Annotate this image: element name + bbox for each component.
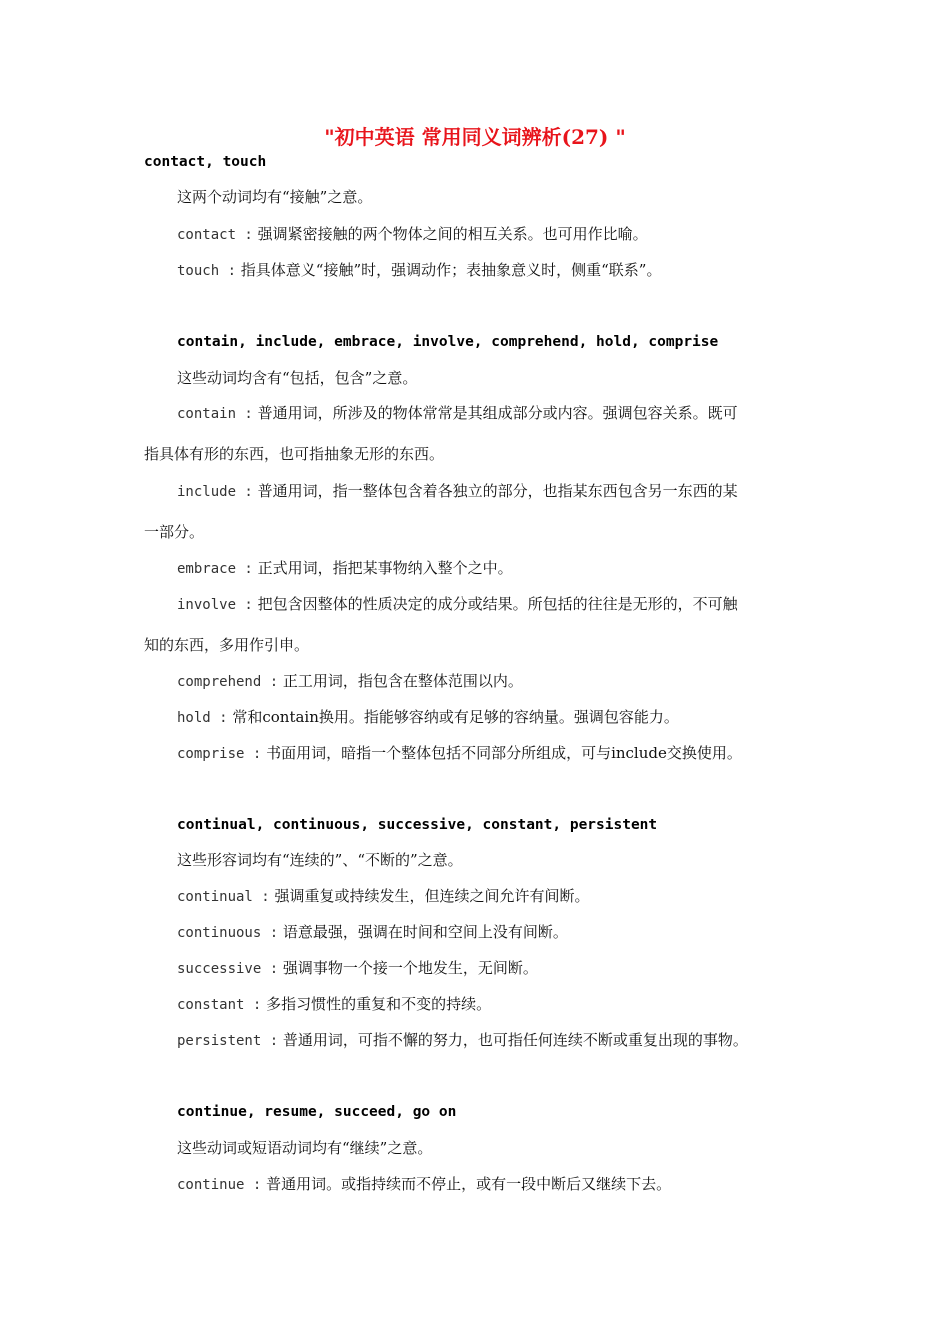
section-heading-continual: continual, continuous, successive, constant, persistent	[177, 817, 658, 833]
definition-text: 强调事物一个接一个地发生，无间断。	[278, 959, 538, 977]
definition-text: 指具体意义“接触”时，强调动作；表抽象意义时，侧重“联系”。	[236, 261, 662, 279]
section-intro: 这些动词均含有“包括，包含”之意。	[177, 369, 418, 387]
definition-continuation: 一部分。	[144, 523, 205, 541]
definition-line	[177, 993, 847, 1016]
term: continue :	[177, 1177, 262, 1193]
definition-line	[177, 1029, 847, 1052]
definition-text: 正式用词，指把某事物纳入整个之中。	[252, 559, 513, 577]
definition-continuation: 知的东西，多用作引申。	[144, 636, 310, 654]
term: include :	[177, 484, 253, 500]
definition-line	[177, 557, 847, 580]
definition-text: 书面用词，暗指一个整体包括不同部分所组成，可与include交换使用。	[261, 744, 742, 762]
term: continuous :	[177, 925, 279, 941]
section-heading-continue: continue, resume, succeed, go on	[177, 1104, 457, 1120]
definition-line	[177, 259, 847, 282]
definition-line	[177, 1173, 847, 1196]
document-title: "初中英语 常用同义词辨析(27) "	[324, 125, 626, 149]
definition-line	[177, 480, 847, 503]
definition-line	[177, 706, 847, 729]
definition-line	[177, 402, 847, 425]
definition-text: 普通用词，所涉及的物体常常是其组成部分或内容。强调包容关系。既可	[252, 404, 738, 422]
definition-text: 普通用词，指一整体包含着各独立的部分，也指某东西包含另一东西的某	[252, 482, 738, 500]
term: successive :	[177, 961, 279, 977]
term: constant :	[177, 997, 262, 1013]
term: continual :	[177, 889, 270, 905]
definition-line	[177, 742, 847, 765]
definition-text: 常和contain换用。指能够容纳或有足够的容纳量。强调包容能力。	[227, 708, 679, 726]
definition-line	[177, 223, 847, 246]
section-heading-contact-touch: contact, touch	[144, 154, 267, 170]
definition-line	[177, 593, 847, 616]
term: comprehend :	[177, 674, 279, 690]
definition-line	[177, 957, 847, 980]
definition-text: 正工用词，指包含在整体范围以内。	[278, 672, 523, 690]
term: persistent :	[177, 1033, 279, 1049]
definition-text: 普通用词，可指不懈的努力，也可指任何连续不断或重复出现的事物。	[278, 1031, 748, 1049]
section-intro: 这两个动词均有“接触”之意。	[177, 188, 373, 206]
section-heading-contain: contain, include, embrace, involve, comprehend, hold, comprise	[177, 334, 719, 350]
term: contact :	[177, 227, 253, 243]
section-intro: 这些动词或短语动词均有“继续”之意。	[177, 1139, 433, 1157]
term: comprise :	[177, 746, 262, 762]
definition-continuation: 指具体有形的东西，也可指抽象无形的东西。	[144, 445, 445, 463]
term: contain :	[177, 406, 253, 422]
term: embrace :	[177, 561, 253, 577]
term: hold :	[177, 710, 228, 726]
definition-line	[177, 885, 847, 908]
definition-text: 强调紧密接触的两个物体之间的相互关系。也可用作比喻。	[252, 225, 648, 243]
definition-text: 语意最强，强调在时间和空间上没有间断。	[278, 923, 568, 941]
definition-line	[177, 921, 847, 944]
term: touch :	[177, 263, 237, 279]
definition-text: 普通用词。或指持续而不停止，或有一段中断后又继续下去。	[261, 1175, 672, 1193]
section-intro: 这些形容词均有“连续的”、“不断的”之意。	[177, 851, 463, 869]
definition-text: 多指习惯性的重复和不变的持续。	[261, 995, 492, 1013]
definition-text: 把包含因整体的性质决定的成分或结果。所包括的往往是无形的，不可触	[252, 595, 738, 613]
definition-text: 强调重复或持续发生，但连续之间允许有间断。	[269, 887, 590, 905]
term: involve :	[177, 597, 253, 613]
definition-line	[177, 670, 847, 693]
